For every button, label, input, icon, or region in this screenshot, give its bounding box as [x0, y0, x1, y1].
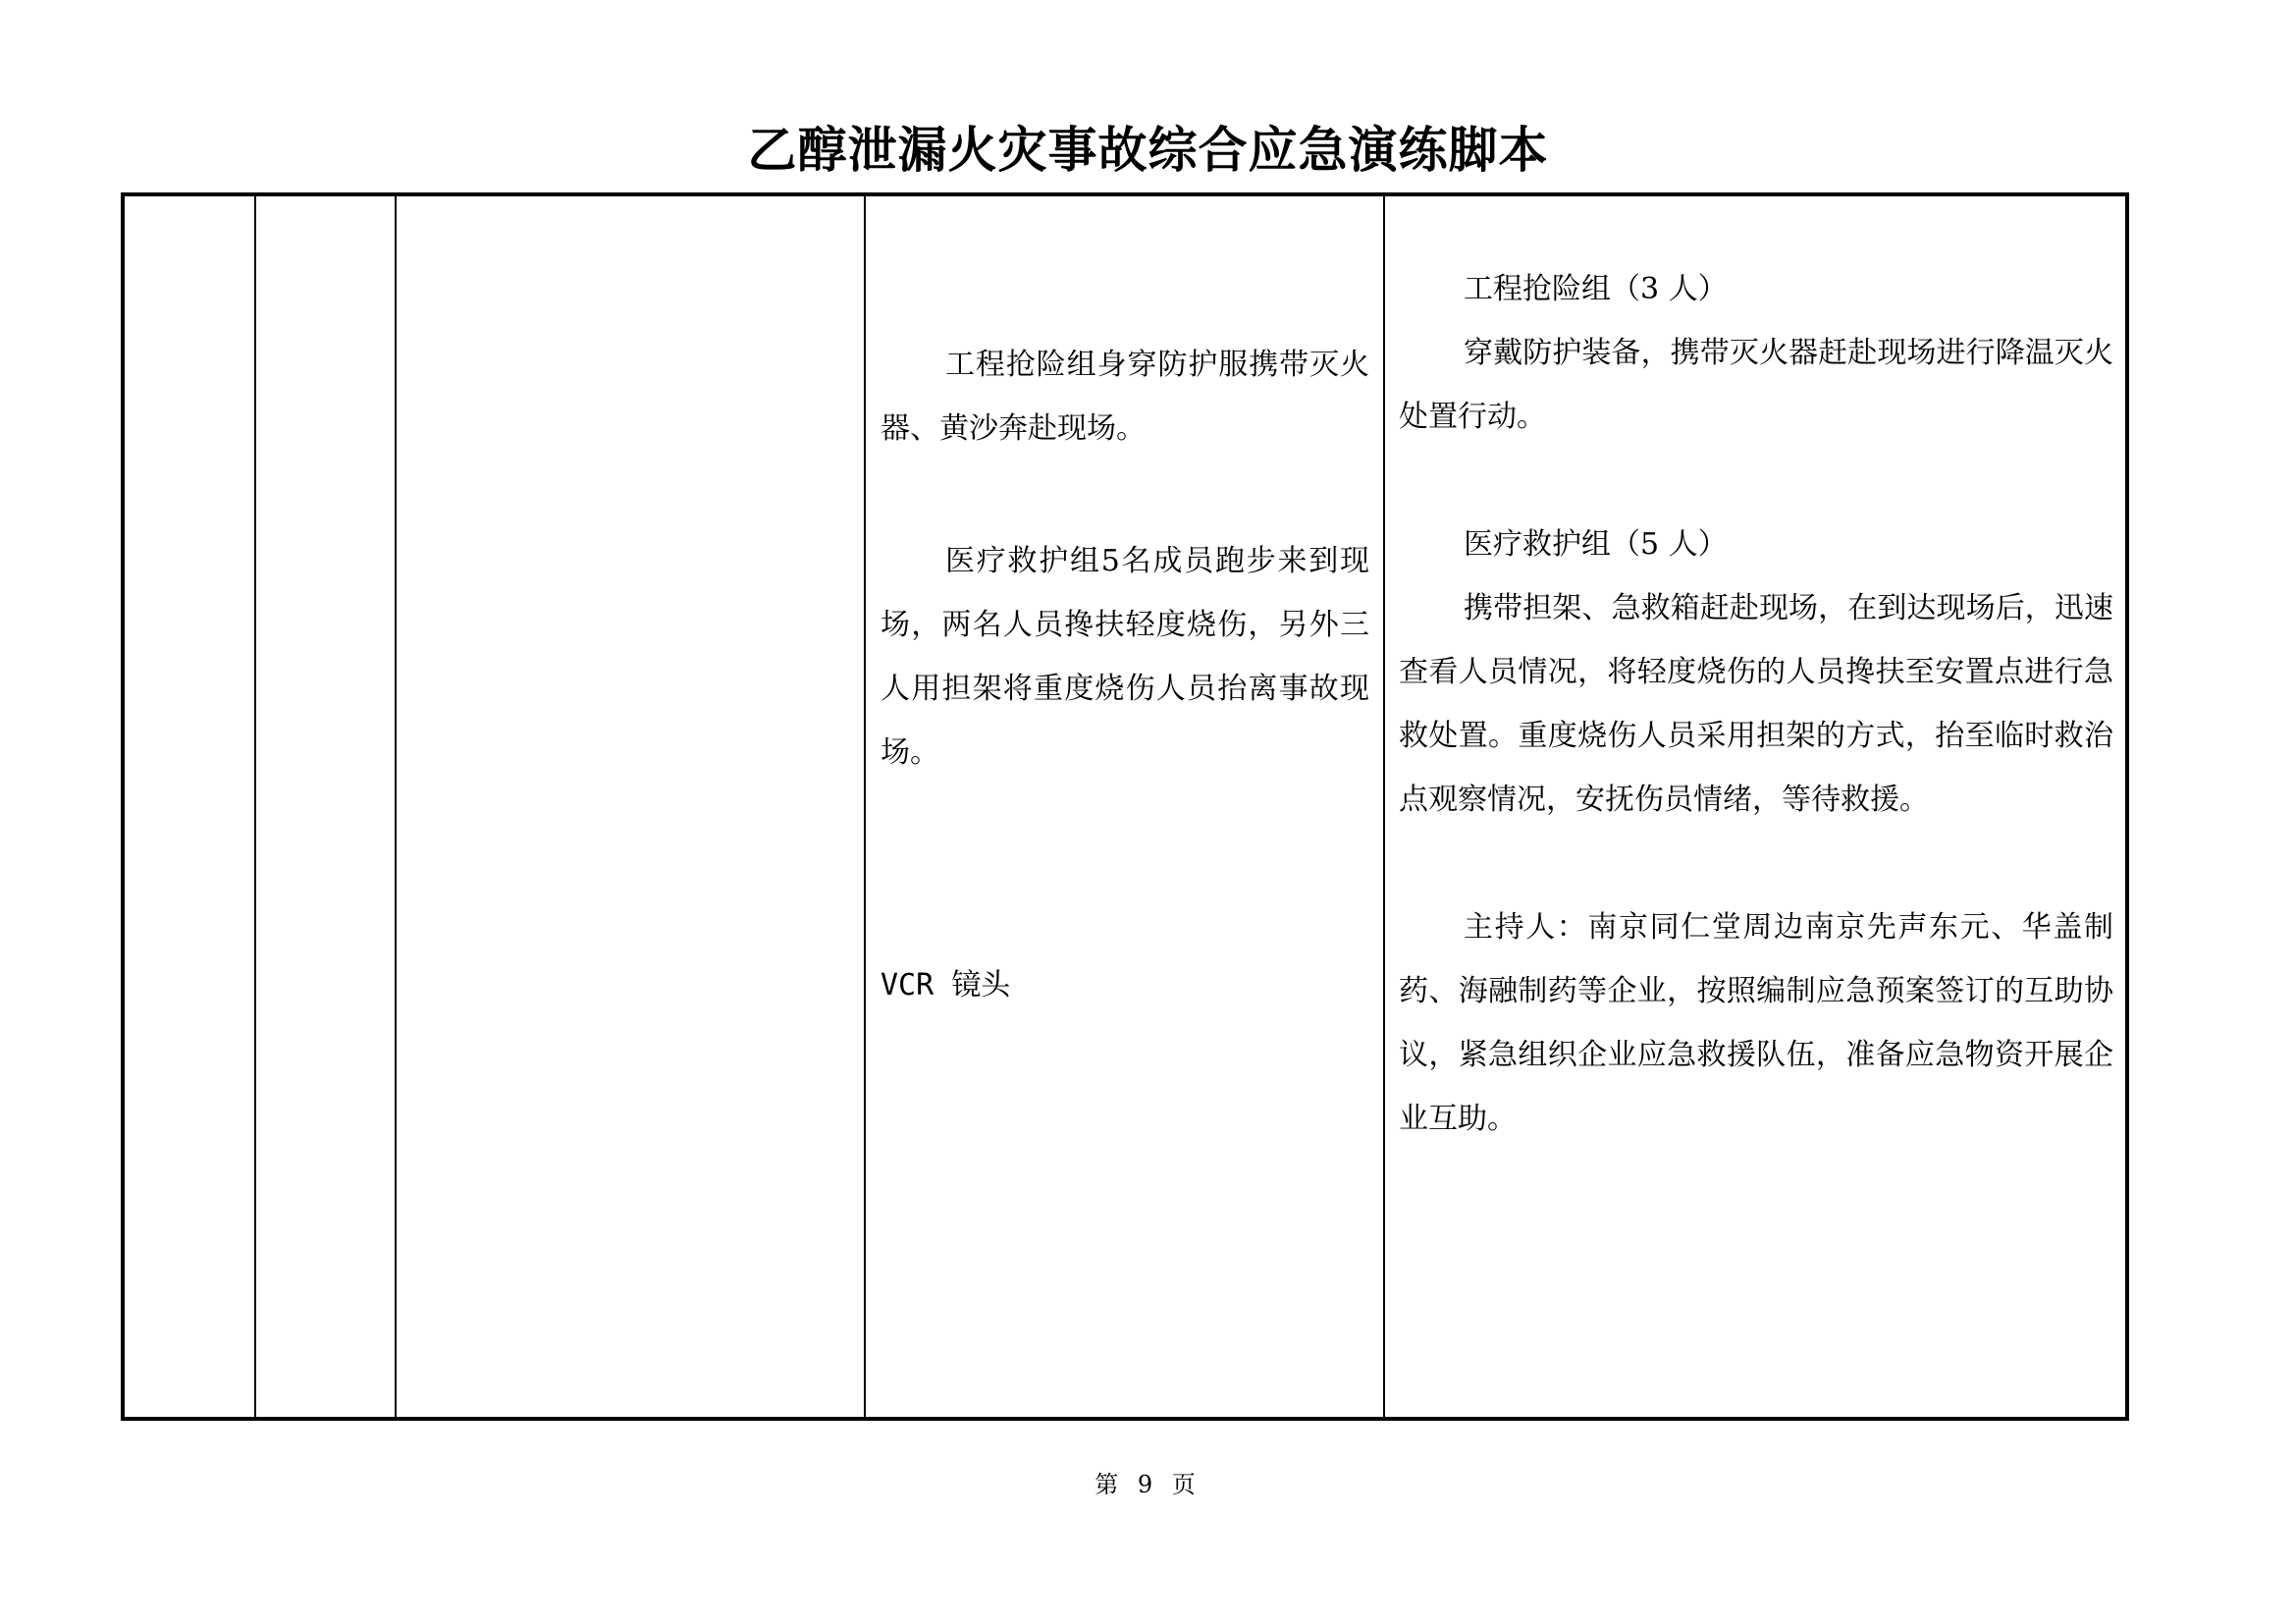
commentary-cell	[1399, 257, 2113, 1151]
column-divider	[1383, 196, 1385, 1417]
vcr-shot-label: VCR 镜头	[881, 968, 1011, 1002]
script-table	[121, 192, 2129, 1421]
column-divider	[254, 196, 256, 1417]
engineering-team-heading: 工程抢险组（3 人）	[1464, 272, 1728, 306]
page-number: 第 9 页	[1095, 1471, 1201, 1498]
medical-team-action: 医疗救护组5名成员跑步来到现场，两名人员搀扶轻度烧伤，另外三人用担架将重度烧伤人员抬离事故现场。	[881, 544, 1369, 770]
column-divider	[864, 196, 866, 1417]
page-title: 乙醇泄漏火灾事故综合应急演练脚本	[747, 122, 1549, 179]
host-narration: 主持人：南京同仁堂周边南京先声东元、华盖制药、海融制药等企业，按照编制应急预案签订的互助协议，紧急组织企业应急救援队伍，准备应急物资开展企业互助。	[1399, 910, 2113, 1136]
medical-team-heading: 医疗救护组（5 人）	[1464, 527, 1728, 562]
engineering-team-action: 工程抢险组身穿防护服携带灭火器、黄沙奔赴现场。	[881, 348, 1369, 446]
column-divider	[395, 196, 397, 1417]
engineering-team-duty: 穿戴防护装备，携带灭火器赶赴现场进行降温灭火处置行动。	[1399, 336, 2113, 434]
medical-team-duty: 携带担架、急救箱赶赴现场，在到达现场后，迅速查看人员情况，将轻度烧伤的人员搀扶至安置点进行急救处置。重度烧伤人员采用担架的方式，抬至临时救治点观察情况，安抚伤员情绪，等待救援。	[1399, 591, 2113, 817]
scene-description-cell	[881, 333, 1369, 1017]
